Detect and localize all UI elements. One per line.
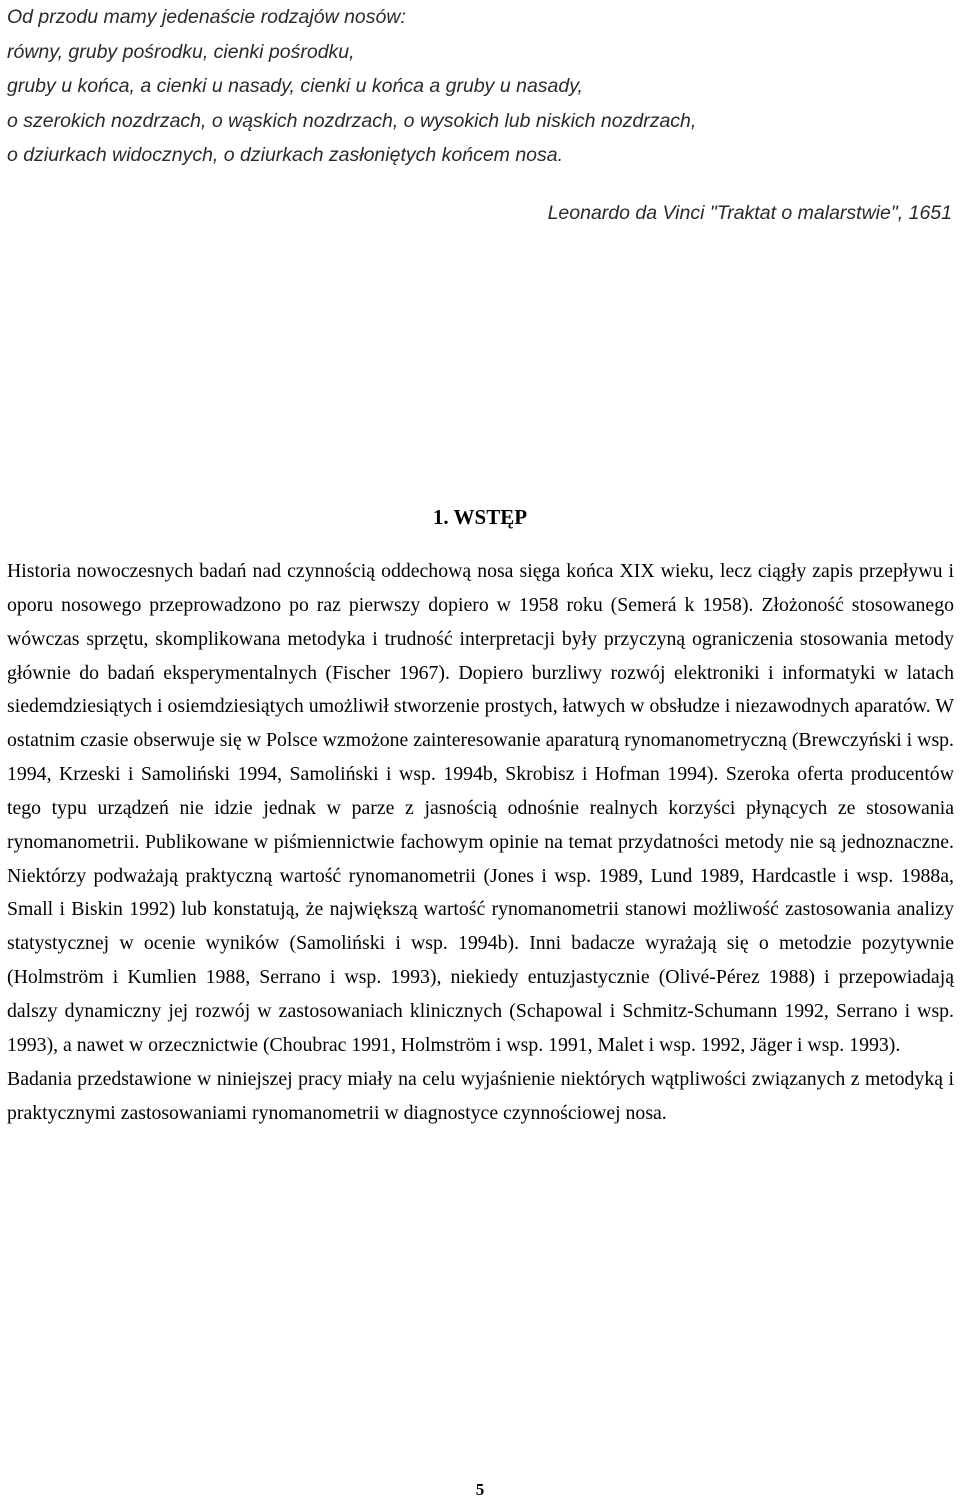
epigraph-line: gruby u końca, a cienki u nasady, cienki u końca a gruby u nasady, xyxy=(7,75,583,97)
epigraph-line: o dziurkach widocznych, o dziurkach zasłoniętych końcem nosa. xyxy=(7,144,564,166)
body-paragraph: Historia nowoczesnych badań nad czynnością oddechową nosa sięga końca XIX wieku, lecz ciągły zapis przepływu i oporu nosowego przeprowadzono po raz pierwszy dopiero w 1958 roku (Semerá k 1958). Złożoność stosowanego wówczas sprzętu, skomplikowana metodyka i trudność interpretacji były przyczyną ograniczenia stosowania metody głównie do badań eksperymentalnych (Fischer 1967). Dopiero burzliwy rozwój elektroniki i informatyki w latach siedemdziesiątych i osiemdziesiątych umożliwił stworzenie prostych, łatwych w obsłudze i niezawodnych aparatów. W ostatnim czasie obserwuje się w Polsce wzmożone zainteresowanie aparaturą rynomanometryczną (Brewczyński i wsp. 1994, Krzeski i Samoliński 1994, Samoliński i wsp. 1994b, Skrobisz i Hofman 1994). Szeroka oferta producentów tego typu urządzeń nie idzie jednak w parze z jasnością odnośnie realnych korzyści płynących ze stosowania rynomanometrii. Publikowane w piśmiennictwie fachowym opinie na temat przydatności metody nie są jednoznaczne. Niektórzy podważają praktyczną wartość rynomanometrii (Jones i wsp. 1989, Lund 1989, Hardcastle i wsp. 1988a, Small i Biskin 1992) lub konstatują, że największą wartość rynomanometrii stanowi możliwość zastosowania analizy statystycznej w ocenie wyników (Samoliński i wsp. 1994b). Inni badacze wyrażają się o metodzie pozytywnie (Holmström i Kumlien 1988, Serrano i wsp. 1993), niekiedy entuzjastycznie (Olivé-Pérez 1988) i przepowiadają dalszy dynamiczny jej rozwój w zastosowaniach klinicznych (Schapowal i Schmitz-Schumann 1992, Serrano i wsp. 1993), a nawet w orzecznictwie (Choubrac 1991, Holmström i wsp. 1991, Malet i wsp. 1992, Jäger i wsp. 1993). xyxy=(7,560,954,1056)
epigraph xyxy=(7,0,947,173)
epigraph-line: o szerokich nozdrzach, o wąskich nozdrzach, o wysokich lub niskich nozdrzach, xyxy=(7,109,697,132)
page-number: 5 xyxy=(475,1480,485,1499)
body-paragraph: Badania przedstawione w niniejszej pracy miały na celu wyjaśnienie niektórych wątpliwości związanych z metodyką i praktycznymi zastosowaniami rynomanometrii w diagnostyce czynnościowej nosa. xyxy=(7,1067,954,1124)
epigraph-attribution: Leonardo da Vinci "Traktat o malarstwie", 1651 xyxy=(547,202,952,224)
section-heading: 1. WSTĘP xyxy=(432,505,528,529)
epigraph-line: Od przodu mamy jedenaście rodzajów nosów: xyxy=(7,6,406,28)
epigraph-line: równy, gruby pośrodku, cienki pośrodku, xyxy=(7,40,355,63)
section-body xyxy=(7,555,954,1130)
